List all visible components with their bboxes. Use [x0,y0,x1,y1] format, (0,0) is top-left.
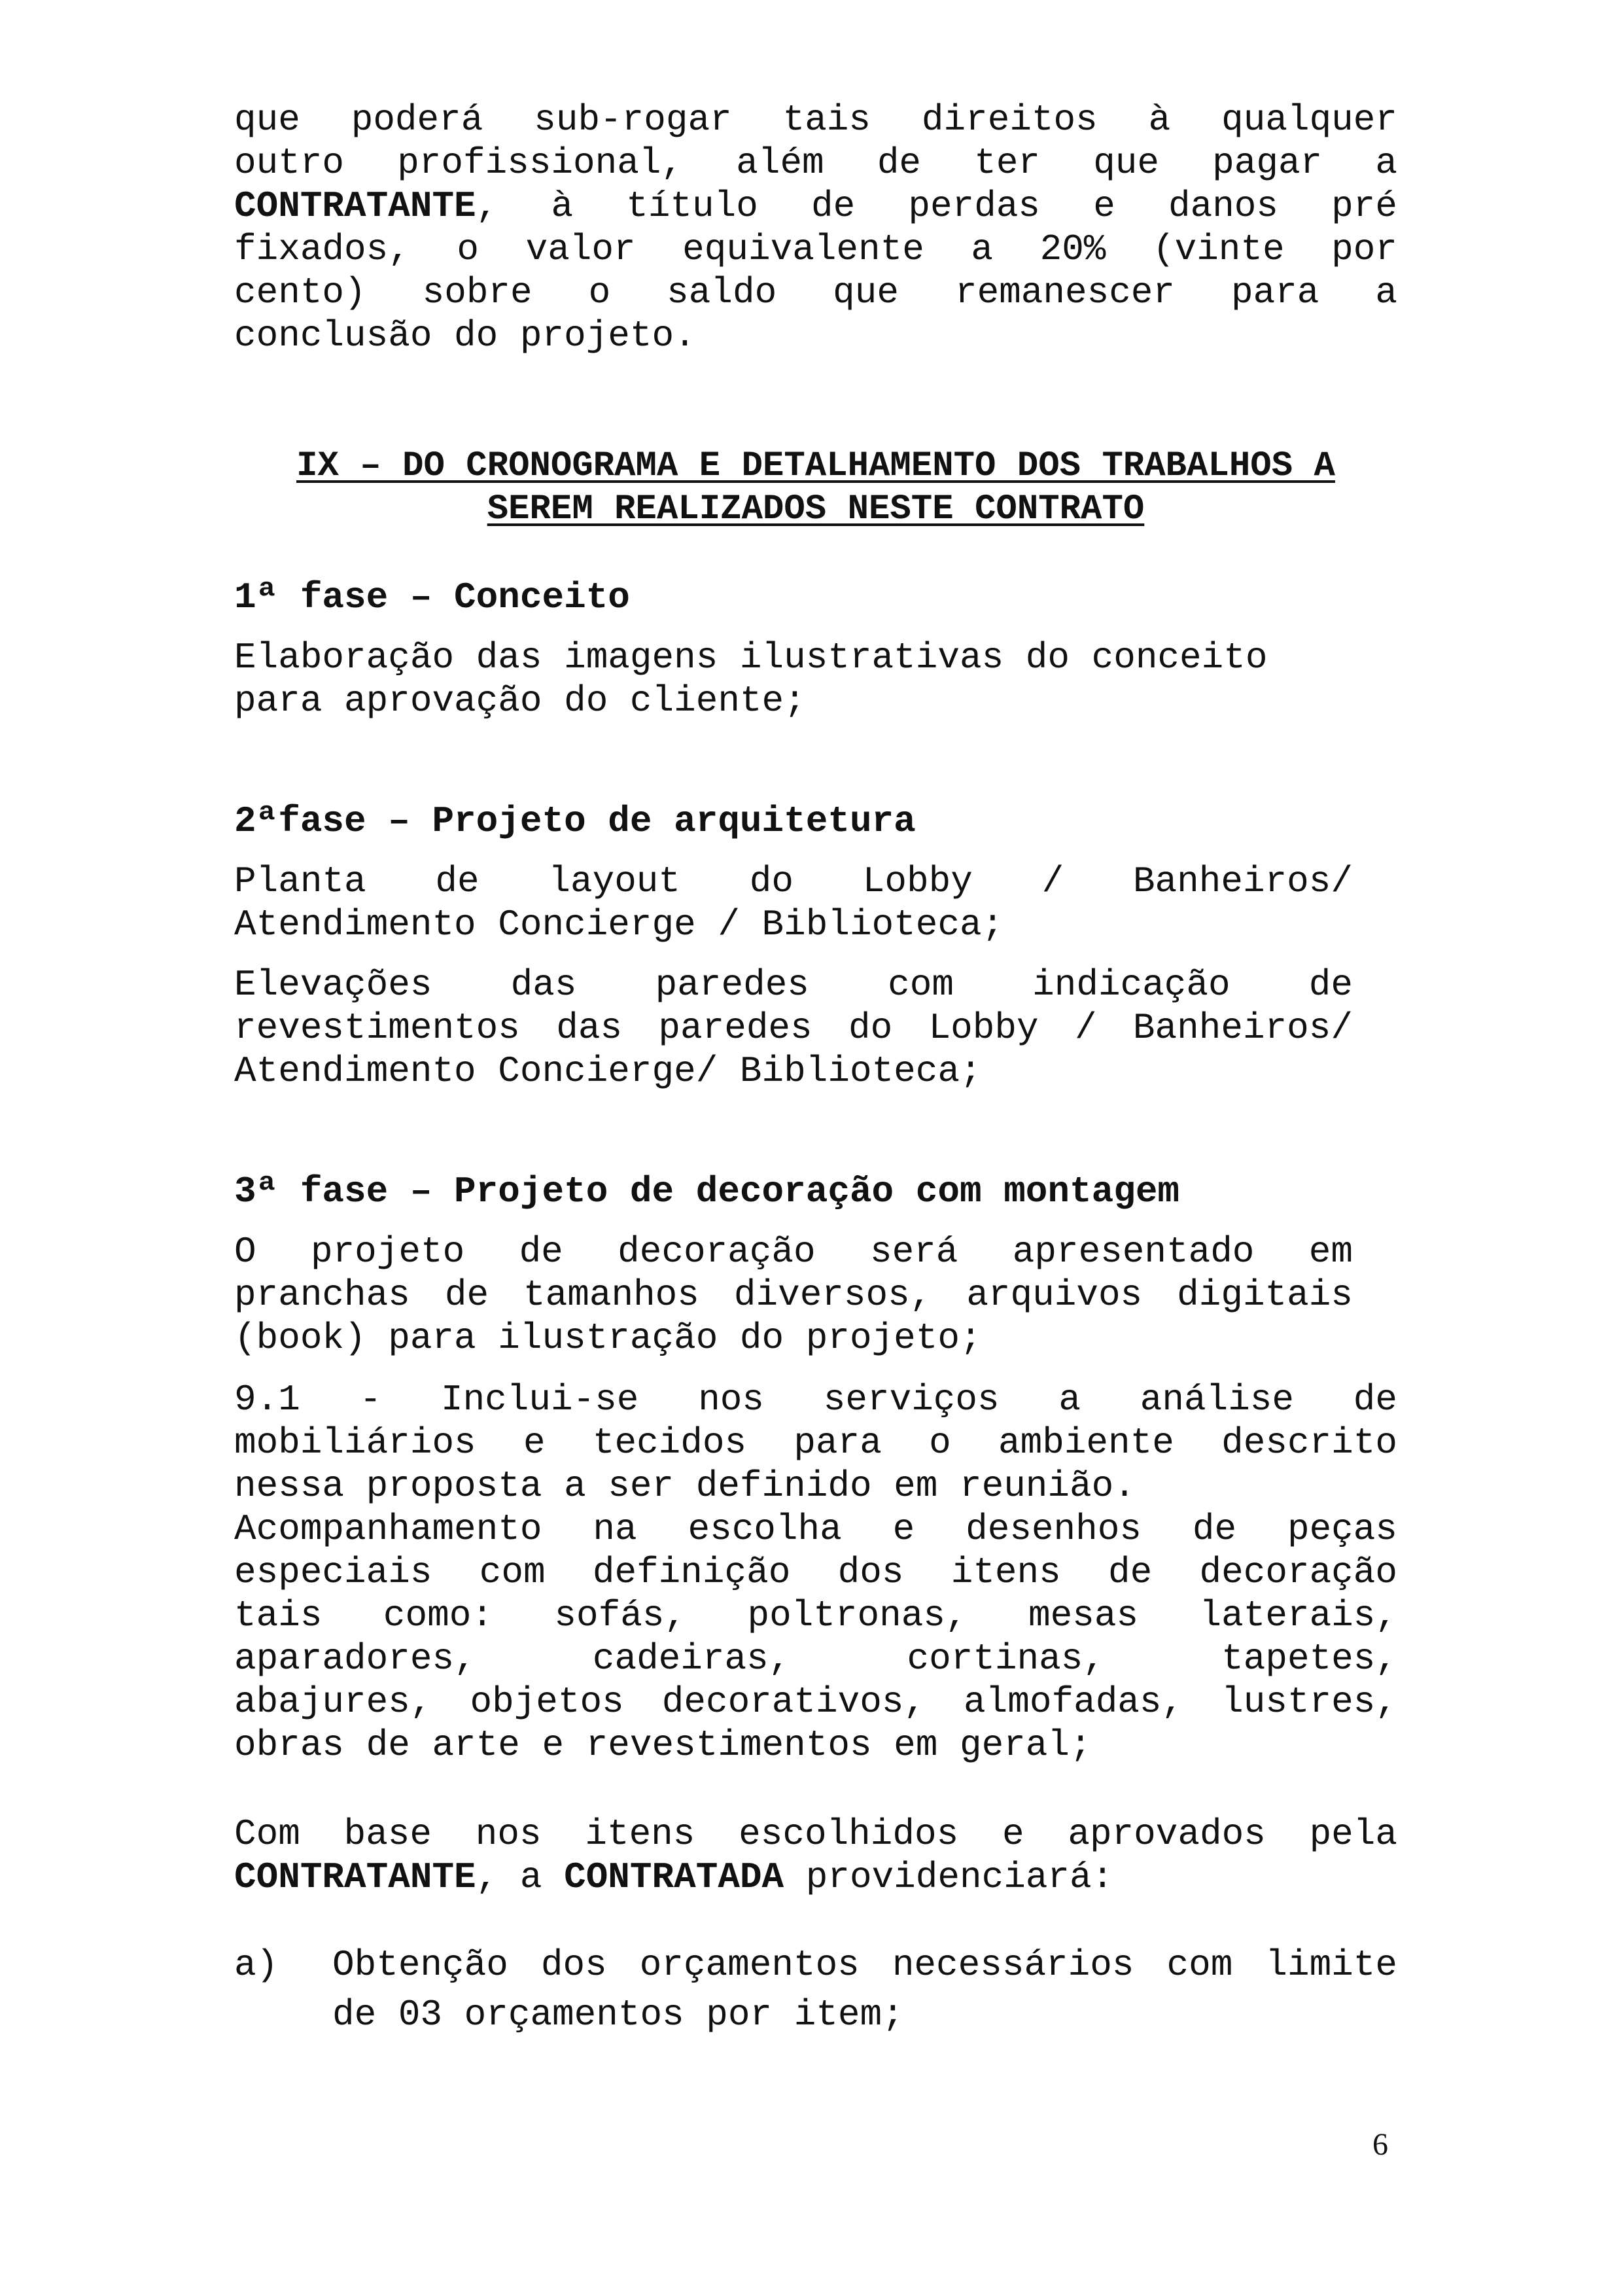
intro-line: outro profissional, além de ter que pagar a [234,142,1397,184]
intro-line: conclusão do projeto. [234,315,696,357]
page-number: 6 [1372,2127,1388,2162]
phase3-line: O projeto de decoração será apresentado em [234,1231,1353,1273]
section-heading-line2: SEREM REALIZADOS NESTE CONTRATO [487,489,1145,529]
phase3-line: tais como: sofás, poltronas, mesas laterais, [234,1595,1397,1636]
closing-line [234,1856,1397,1899]
phase1-title: 1ª fase – Conceito [234,576,630,618]
phase3-line: (book) para ilustração do projeto; [234,1317,982,1359]
closing-connector: , a [476,1856,565,1898]
phase2-line: Atendimento Concierge/ Biblioteca; [234,1050,982,1092]
list-item-marker: a) [234,1944,279,1986]
phase3-title: 3ª fase – Projeto de decoração com montagem [234,1171,1180,1212]
phase3-line: abajures, objetos decorativos, almofadas, lustres, [234,1681,1397,1723]
phase3-line: mobiliários e tecidos para o ambiente descrito [234,1422,1397,1464]
phase2-line: Planta de layout do Lobby / Banheiros/ [234,860,1353,902]
phase3-line: 9.1 - Inclui-se nos serviços a análise de [234,1379,1397,1421]
closing-line: Com base nos itens escolhidos e aprovados pela [234,1813,1397,1855]
closing-paragraph [234,1812,1397,1899]
phase3-line: especiais com definição dos itens de decoração [234,1551,1397,1593]
intro-line [234,185,1397,228]
intro-line: fixados, o valor equivalente a 20% (vinte por [234,228,1397,270]
closing-line-end: providenciará: [784,1856,1114,1898]
intro-line: cento) sobre o saldo que remanescer para a [234,272,1397,313]
section-heading-line1: IX – DO CRONOGRAMA E DETALHAMENTO DOS TRABALHOS A [296,446,1335,486]
phase1-line: para aprovação do cliente; [234,680,806,722]
intro-paragraph [234,98,1397,357]
contratante-term: CONTRATANTE [234,185,476,227]
intro-line-rest: , à título de perdas e danos pré [476,185,1397,227]
list-item-line: Obtenção dos orçamentos necessários com limite [332,1944,1397,1986]
contratada-term: CONTRATADA [564,1856,784,1898]
phase1-line: Elaboração das imagens ilustrativas do conceito [234,637,1268,679]
phase2-line: Elevações das paredes com indicação de [234,964,1353,1006]
section-heading [234,445,1397,531]
phase3-line: obras de arte e revestimentos em geral; [234,1724,1092,1766]
contratante-term: CONTRATANTE [234,1856,476,1898]
phase3-line: Acompanhamento na escolha e desenhos de peças [234,1508,1397,1550]
phase3-line: aparadores, cadeiras, cortinas, tapetes, [234,1638,1397,1680]
phase1-paragraph [234,636,1353,722]
phase3-paragraph-2 [234,1378,1397,1767]
phase2-paragraph-2 [234,963,1353,1093]
phase3-paragraph-1 [234,1230,1353,1360]
phase2-line: revestimentos das paredes do Lobby / Banheiros/ [234,1007,1353,1049]
phase2-line: Atendimento Concierge / Biblioteca; [234,904,1004,945]
intro-line: que poderá sub-rogar tais direitos à qualquer [234,99,1397,141]
list-item-line: de 03 orçamentos por item; [332,1994,904,2036]
list-item-a [332,1940,1397,2040]
phase3-line: pranchas de tamanhos diversos, arquivos digitais [234,1274,1353,1316]
phase2-title: 2ªfase – Projeto de arquitetura [234,800,916,842]
phase3-line: nessa proposta a ser definido em reunião. [234,1465,1136,1507]
phase2-paragraph-1 [234,860,1353,946]
